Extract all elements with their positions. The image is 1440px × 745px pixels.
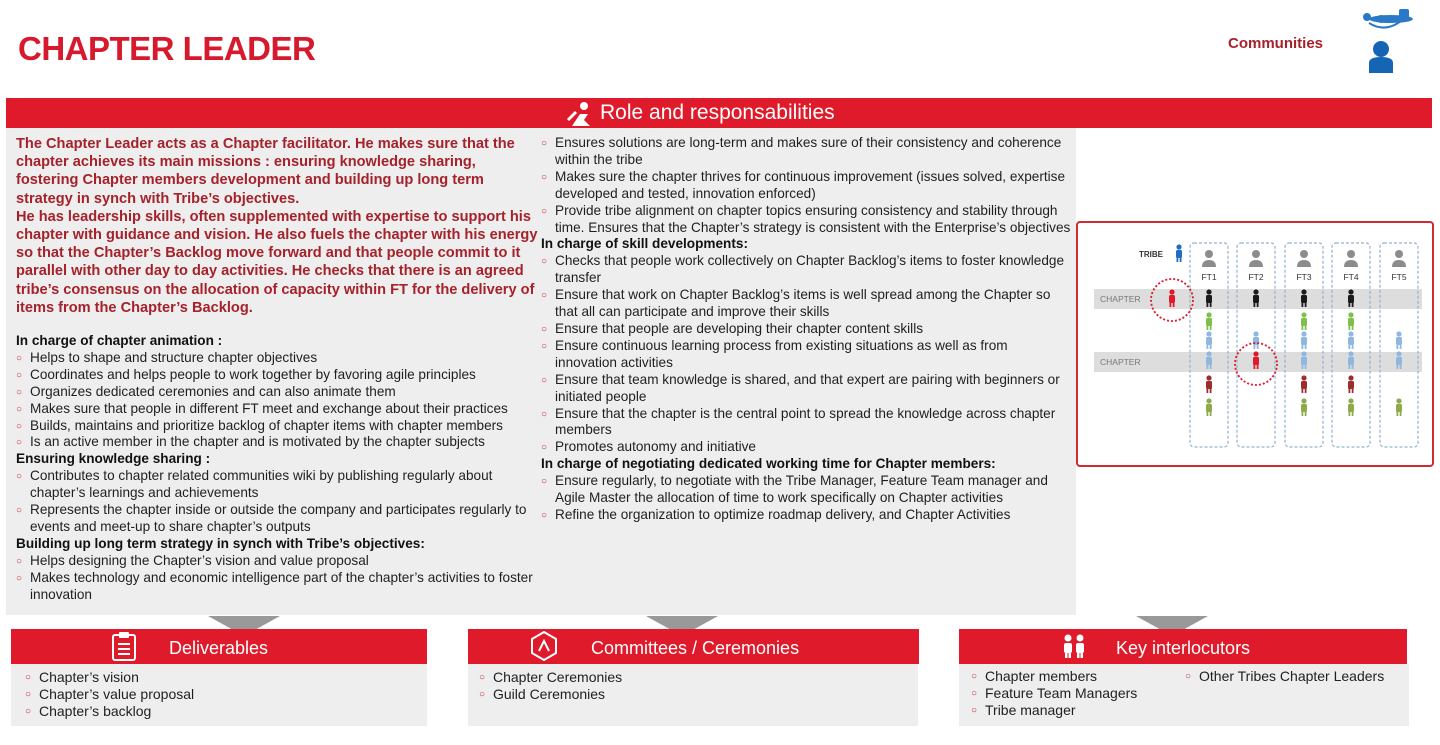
member-person-body — [1301, 404, 1307, 412]
list-item: ○ Helps designing the Chapter’s vision and value proposal — [16, 553, 540, 570]
member-person-body — [1206, 404, 1212, 412]
role-title: Role and responsabilities — [600, 101, 835, 124]
section-heading: In charge of negotiating dedicated working time for Chapter members: — [541, 456, 996, 472]
member-person-body — [1206, 337, 1212, 345]
member-person-head — [1348, 289, 1353, 294]
list-item: ○ Provide tribe alignment on chapter topics ensuring consistency and stability through time. Ensures that the Chapter’s strategy is consistent with the Enterprise’s objectives — [541, 203, 1071, 237]
member-person-leg — [1305, 302, 1307, 307]
communities-icon — [1345, 5, 1417, 77]
member-person-body — [1206, 295, 1212, 303]
handshake-icon — [566, 100, 594, 128]
chapter-label: CHAPTER — [1100, 294, 1141, 304]
committees-bar — [468, 629, 919, 664]
team-avatar-head — [1300, 250, 1308, 258]
member-person-head — [1396, 398, 1401, 403]
member-person-leg — [1352, 344, 1354, 349]
member-person-body — [1396, 357, 1402, 365]
list-item: ○ Feature Team Managers — [971, 685, 1181, 702]
team-avatar-head — [1252, 250, 1260, 258]
list-item: ○ Is an active member in the chapter and is motivated by the chapter subjects — [16, 434, 540, 451]
member-person-head — [1253, 331, 1258, 336]
role-header-bar — [6, 98, 1432, 128]
member-person-leg — [1397, 364, 1399, 369]
team-label: FT1 — [1201, 272, 1217, 282]
member-person-head — [1348, 351, 1353, 356]
interlocutors-col-2 — [1185, 668, 1405, 685]
member-person-leg — [1352, 411, 1354, 416]
list-item: ○ Chapter’s backlog — [25, 703, 427, 720]
member-person-body — [1301, 357, 1307, 365]
member-person-body — [1348, 404, 1354, 412]
member-person-body — [1348, 357, 1354, 365]
intro-paragraph-1: The Chapter Leader acts as a Chapter facilitator. He makes sure that the chapter achieves its main missions : ensuring knowledge sharing, fostering Chapter members development and building up long term strategy in synch with Tribe’s objectives. — [16, 136, 515, 207]
list-item: ○ Contributes to chapter related communities wiki by publishing regularly about chapter’s learnings and achievements — [16, 468, 540, 502]
member-person-head — [1206, 312, 1211, 317]
member-person-leg — [1207, 302, 1209, 307]
member-person-body — [1206, 318, 1212, 326]
member-person-leg — [1349, 325, 1351, 330]
member-person-body — [1206, 381, 1212, 389]
member-person-body — [1348, 381, 1354, 389]
member-person-head — [1348, 375, 1353, 380]
list-item: ○ Refine the organization to optimize roadmap delivery, and Chapter Activities — [541, 507, 1071, 524]
ceremony-icon — [530, 631, 558, 661]
interlocutors-col-1 — [971, 668, 1181, 719]
member-person-body — [1348, 318, 1354, 326]
chapter-diagram-svg — [1078, 223, 1432, 465]
member-person-leg — [1302, 388, 1304, 393]
member-person-leg — [1349, 344, 1351, 349]
member-person-leg — [1207, 411, 1209, 416]
member-person-head — [1348, 312, 1353, 317]
list-item: ○ Checks that people work collectively on Chapter Backlog’s items to foster knowledge transfer — [541, 253, 1071, 287]
member-person-leg — [1349, 411, 1351, 416]
member-person-leg — [1207, 388, 1209, 393]
list-item: ○ Tribe manager — [971, 702, 1181, 719]
member-person-leg — [1210, 364, 1212, 369]
tribe-person-head — [1176, 244, 1181, 249]
list-item: ○ Guild Ceremonies — [479, 686, 918, 703]
member-person-body — [1301, 295, 1307, 303]
member-person-leg — [1302, 344, 1304, 349]
member-person-head — [1206, 398, 1211, 403]
member-person-head — [1253, 351, 1258, 356]
member-person-head — [1301, 351, 1306, 356]
team-label: FT4 — [1343, 272, 1359, 282]
member-person-head — [1348, 398, 1353, 403]
member-person-leg — [1397, 344, 1399, 349]
intro-text — [16, 135, 540, 317]
member-person-leg — [1210, 344, 1212, 349]
section-skill-developments — [541, 236, 1071, 456]
chapter-leader-person-leg — [1170, 302, 1172, 307]
section-heading: Ensuring knowledge sharing : — [16, 451, 211, 467]
section-working-time — [541, 456, 1071, 524]
member-person-leg — [1207, 344, 1209, 349]
member-person-head — [1396, 331, 1401, 336]
list-item: ○ Helps to shape and structure chapter objectives — [16, 350, 540, 367]
deliverables-bar — [11, 629, 427, 664]
member-person-leg — [1305, 325, 1307, 330]
member-person-head — [1301, 375, 1306, 380]
member-person-leg — [1352, 364, 1354, 369]
chapter-diagram — [1076, 221, 1434, 467]
member-person-head — [1206, 331, 1211, 336]
list-item: ○ Chapter members — [971, 668, 1181, 685]
deliverables-box — [11, 664, 427, 726]
member-person-leg — [1302, 364, 1304, 369]
section-long-term-strategy — [16, 536, 540, 604]
member-person-body — [1301, 381, 1307, 389]
list-item: ○ Promotes autonomy and initiative — [541, 439, 1071, 456]
list-item: ○ Makes technology and economic intelligence part of the chapter’s activities to foster innovation — [16, 570, 540, 604]
chapter-label: CHAPTER — [1100, 357, 1141, 367]
committees-box — [468, 664, 918, 726]
member-person-leg — [1400, 411, 1402, 416]
team-avatar-body — [1392, 260, 1406, 267]
team-avatar-body — [1249, 260, 1263, 267]
member-person-head — [1348, 331, 1353, 336]
section-knowledge-sharing — [16, 451, 540, 536]
list-item: ○ Ensure that work on Chapter Backlog’s items is well spread among the Chapter so that all can participate and improve their skills — [541, 287, 1071, 321]
member-person-head — [1206, 351, 1211, 356]
team-avatar-head — [1347, 250, 1355, 258]
member-person-leg — [1400, 364, 1402, 369]
list-item: ○ Ensure that the chapter is the central point to spread the knowledge across chapter members — [541, 406, 1071, 440]
member-person-leg — [1349, 388, 1351, 393]
list-item: ○ Builds, maintains and prioritize backlog of chapter items with chapter members — [16, 418, 540, 435]
right-column — [541, 135, 1071, 524]
section-heading: Building up long term strategy in synch with Tribe’s objectives: — [16, 535, 425, 551]
page-title: CHAPTER LEADER — [18, 30, 316, 67]
member-person-leg — [1302, 302, 1304, 307]
member-person-head — [1396, 351, 1401, 356]
member-person-leg — [1254, 302, 1256, 307]
list-item: ○ Ensure that people are developing their chapter content skills — [541, 321, 1071, 338]
team-avatar-head — [1395, 250, 1403, 258]
member-person-leg — [1305, 411, 1307, 416]
list-item: ○ Chapter Ceremonies — [479, 669, 918, 686]
tribe-person-body — [1176, 250, 1182, 258]
interlocutors-box — [959, 664, 1409, 726]
member-person-leg — [1305, 364, 1307, 369]
member-person-head — [1206, 289, 1211, 294]
member-person-body — [1301, 337, 1307, 345]
team-label: FT2 — [1248, 272, 1264, 282]
left-column — [16, 135, 540, 604]
list-item: ○ Makes sure the chapter thrives for continuous improvement (issues solved, expertise developed and tested, innovation enforced) — [541, 169, 1071, 203]
committees-title: Committees / Ceremonies — [591, 638, 800, 658]
member-person-leg — [1210, 411, 1212, 416]
member-person-leg — [1210, 302, 1212, 307]
section-chapter-animation — [16, 333, 540, 451]
member-person-head — [1301, 331, 1306, 336]
member-person-head — [1301, 398, 1306, 403]
tribe-person-leg — [1177, 257, 1179, 262]
people-icon — [1061, 633, 1087, 659]
team-avatar-body — [1344, 260, 1358, 267]
member-person-leg — [1352, 325, 1354, 330]
intro-paragraph-2: He has leadership skills, often supplemented with expertise to support his chapter with guidance and vision. He also fuels the chapter with his energy so that the Chapter’s Backlog move forward and that people commit to it parallel with other day to day activities. He checks that there is an agreed tribe’s consensus on the allocation of capacity within FT for the delivery of items from the Chapter’s Backlog. — [16, 208, 538, 316]
team-avatar-body — [1202, 260, 1216, 267]
clipboard-icon — [111, 632, 137, 661]
member-person-leg — [1254, 344, 1256, 349]
member-person-head — [1301, 312, 1306, 317]
section-heading: In charge of skill developments: — [541, 236, 748, 252]
member-person-leg — [1207, 364, 1209, 369]
list-item: ○ Ensure continuous learning process from existing situations as well as from innovation activities — [541, 338, 1071, 372]
team-avatar-head — [1205, 250, 1213, 258]
member-person-head — [1206, 375, 1211, 380]
member-person-body — [1348, 295, 1354, 303]
member-person-leg — [1349, 364, 1351, 369]
list-item: ○ Chapter’s value proposal — [25, 686, 427, 703]
interlocutors-title: Key interlocutors — [1116, 638, 1251, 658]
team-label: FT5 — [1391, 272, 1407, 282]
member-person-leg — [1397, 411, 1399, 416]
team-label: FT3 — [1296, 272, 1312, 282]
list-item: ○ Coordinates and helps people to work together by favoring agile principles — [16, 367, 540, 384]
member-person-body — [1396, 337, 1402, 345]
chapter-leader-person-body — [1169, 295, 1175, 303]
interlocutors-bar — [959, 629, 1407, 664]
member-person-head — [1301, 289, 1306, 294]
member-person-leg — [1352, 388, 1354, 393]
member-person-leg — [1305, 388, 1307, 393]
member-person-leg — [1400, 344, 1402, 349]
member-person-leg — [1257, 364, 1259, 369]
member-person-leg — [1257, 344, 1259, 349]
chapter-leader-person-head — [1169, 289, 1174, 294]
chapter-leader-person-leg — [1173, 302, 1175, 307]
section-heading: In charge of chapter animation : — [16, 333, 223, 349]
list-item: ○ Chapter’s vision — [25, 669, 427, 686]
tribe-label: TRIBE — [1139, 250, 1163, 259]
member-person-leg — [1210, 325, 1212, 330]
member-person-body — [1253, 295, 1259, 303]
deliverables-title: Deliverables — [169, 638, 269, 658]
member-person-leg — [1257, 302, 1259, 307]
member-person-leg — [1254, 364, 1256, 369]
team-avatar-body — [1297, 260, 1311, 267]
member-person-leg — [1302, 325, 1304, 330]
member-person-body — [1206, 357, 1212, 365]
member-person-leg — [1210, 388, 1212, 393]
member-person-body — [1253, 357, 1259, 365]
list-item: ○ Other Tribes Chapter Leaders — [1185, 668, 1405, 685]
member-person-body — [1301, 318, 1307, 326]
member-person-leg — [1305, 344, 1307, 349]
member-person-head — [1253, 289, 1258, 294]
list-item: ○ Ensure that team knowledge is shared, and that expert are pairing with beginners or initiated people — [541, 372, 1071, 406]
member-person-leg — [1207, 325, 1209, 330]
list-item: ○ Organizes dedicated ceremonies and can also animate them — [16, 384, 540, 401]
list-item: ○ Represents the chapter inside or outside the company and participates regularly to events and meet-up to share chapter’s outputs — [16, 502, 540, 536]
member-person-leg — [1302, 411, 1304, 416]
list-item: ○ Ensures solutions are long-term and makes sure of their consistency and coherence within the tribe — [541, 135, 1071, 169]
communities-label: Communities — [1228, 35, 1324, 52]
member-person-leg — [1352, 302, 1354, 307]
list-item: ○ Makes sure that people in different FT meet and exchange about their practices — [16, 401, 540, 418]
tribe-person-leg — [1180, 257, 1182, 262]
member-person-leg — [1349, 302, 1351, 307]
member-person-body — [1348, 337, 1354, 345]
list-item: ○ Ensure regularly, to negotiate with the Tribe Manager, Feature Team manager and Agile Master the allocation of time to work specifically on Chapter activities — [541, 473, 1071, 507]
member-person-body — [1396, 404, 1402, 412]
